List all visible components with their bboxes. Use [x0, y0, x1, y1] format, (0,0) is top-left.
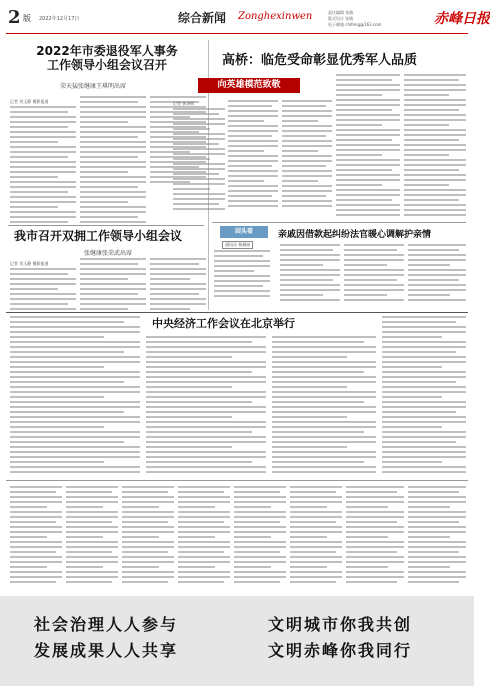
- continuation-col4: [178, 486, 230, 586]
- article-1-byline: 记者 刘玉静 摄影报道: [10, 99, 49, 104]
- column-tag: 回头看: [220, 226, 268, 238]
- article-3-body-col1: [173, 108, 225, 213]
- page-unit: 版: [23, 14, 31, 23]
- continuation-col3: [122, 486, 174, 586]
- article-4-body-col1: [214, 250, 270, 300]
- editor-line: 责任编辑 张敏: [328, 10, 354, 15]
- continuation-col7: [346, 486, 404, 586]
- article-4-body-col2: [280, 244, 340, 304]
- article-1-body-col2: [80, 96, 146, 226]
- editor-credits: [328, 10, 438, 28]
- article-2-byline: 记者 刘玉静 摄影报道: [10, 261, 49, 266]
- slogan-left-2: 发展成果人人共享: [34, 641, 179, 660]
- divider: [212, 222, 466, 223]
- article-1-subhead: 荣天猛张继康王琪明出席: [60, 83, 127, 90]
- email-line: 电子邮箱 chifeng@163.com: [328, 22, 382, 27]
- article-3-body-col4: [336, 74, 400, 219]
- article-4-headline: 亲戚因借款起纠纷法官暖心调解护亲情: [278, 230, 432, 240]
- column-author: 通讯员 杨雅丽: [222, 241, 253, 249]
- continuation-col6: [290, 486, 342, 586]
- article-1-headline-line1: 2022年市委退役军人事务: [36, 44, 178, 58]
- article-3-body-col3: [282, 100, 332, 210]
- article-1-body-col1: [10, 106, 76, 226]
- article-2-body-col3: [150, 258, 206, 313]
- article-1-headline: [32, 45, 182, 73]
- article-2-body-col1: [10, 268, 76, 313]
- article-5-body-col4: [382, 316, 466, 476]
- divider: [8, 225, 204, 226]
- divider: [6, 480, 468, 481]
- continuation-col8: [408, 486, 466, 586]
- page-number: 2: [8, 7, 21, 28]
- section-pinyin: Zonghexinwen: [238, 11, 313, 22]
- masthead: [6, 4, 490, 34]
- article-5-body-col2: [146, 336, 266, 476]
- article-4-body-col3: [344, 244, 404, 304]
- article-5-body-col1: [10, 316, 140, 476]
- divider: [6, 312, 468, 313]
- page-date: 2022年12月17日: [39, 16, 80, 22]
- article-2-body-col2: [80, 258, 146, 313]
- slogan-right-2: 文明赤峰你我同行: [268, 641, 413, 660]
- article-5-body-col3: [272, 336, 376, 476]
- continuation-col5: [234, 486, 286, 586]
- continuation-col2: [66, 486, 118, 586]
- slogan-right-1: 文明城市你我共创: [268, 615, 413, 634]
- slogan-left-1: 社会治理人人参与: [34, 615, 179, 634]
- article-1-headline-line2: 工作领导小组会议召开: [46, 57, 167, 72]
- continuation-col1: [10, 486, 62, 586]
- newspaper-logo: 赤峰日报: [434, 11, 490, 27]
- article-3-headline: 高桥：临危受命彰显优秀军人品质: [222, 53, 418, 68]
- section-title: 综合新闻: [178, 11, 227, 25]
- article-5-headline: 中央经济工作会议在北京举行: [152, 317, 295, 330]
- article-3-byline: 记者 孙泽辉: [173, 101, 195, 106]
- article-3-body-col5: [404, 74, 466, 219]
- designer-line: 版式设计 张敏: [328, 16, 354, 21]
- article-2-subhead: 张继康张荣武出席: [84, 250, 133, 257]
- article-2-headline: 我市召开双拥工作领导小组会议: [14, 229, 183, 243]
- article-4-body-col4: [408, 244, 466, 304]
- article-3-banner: 向英雄模范致敬: [198, 78, 300, 93]
- article-3-body-col2: [228, 100, 278, 210]
